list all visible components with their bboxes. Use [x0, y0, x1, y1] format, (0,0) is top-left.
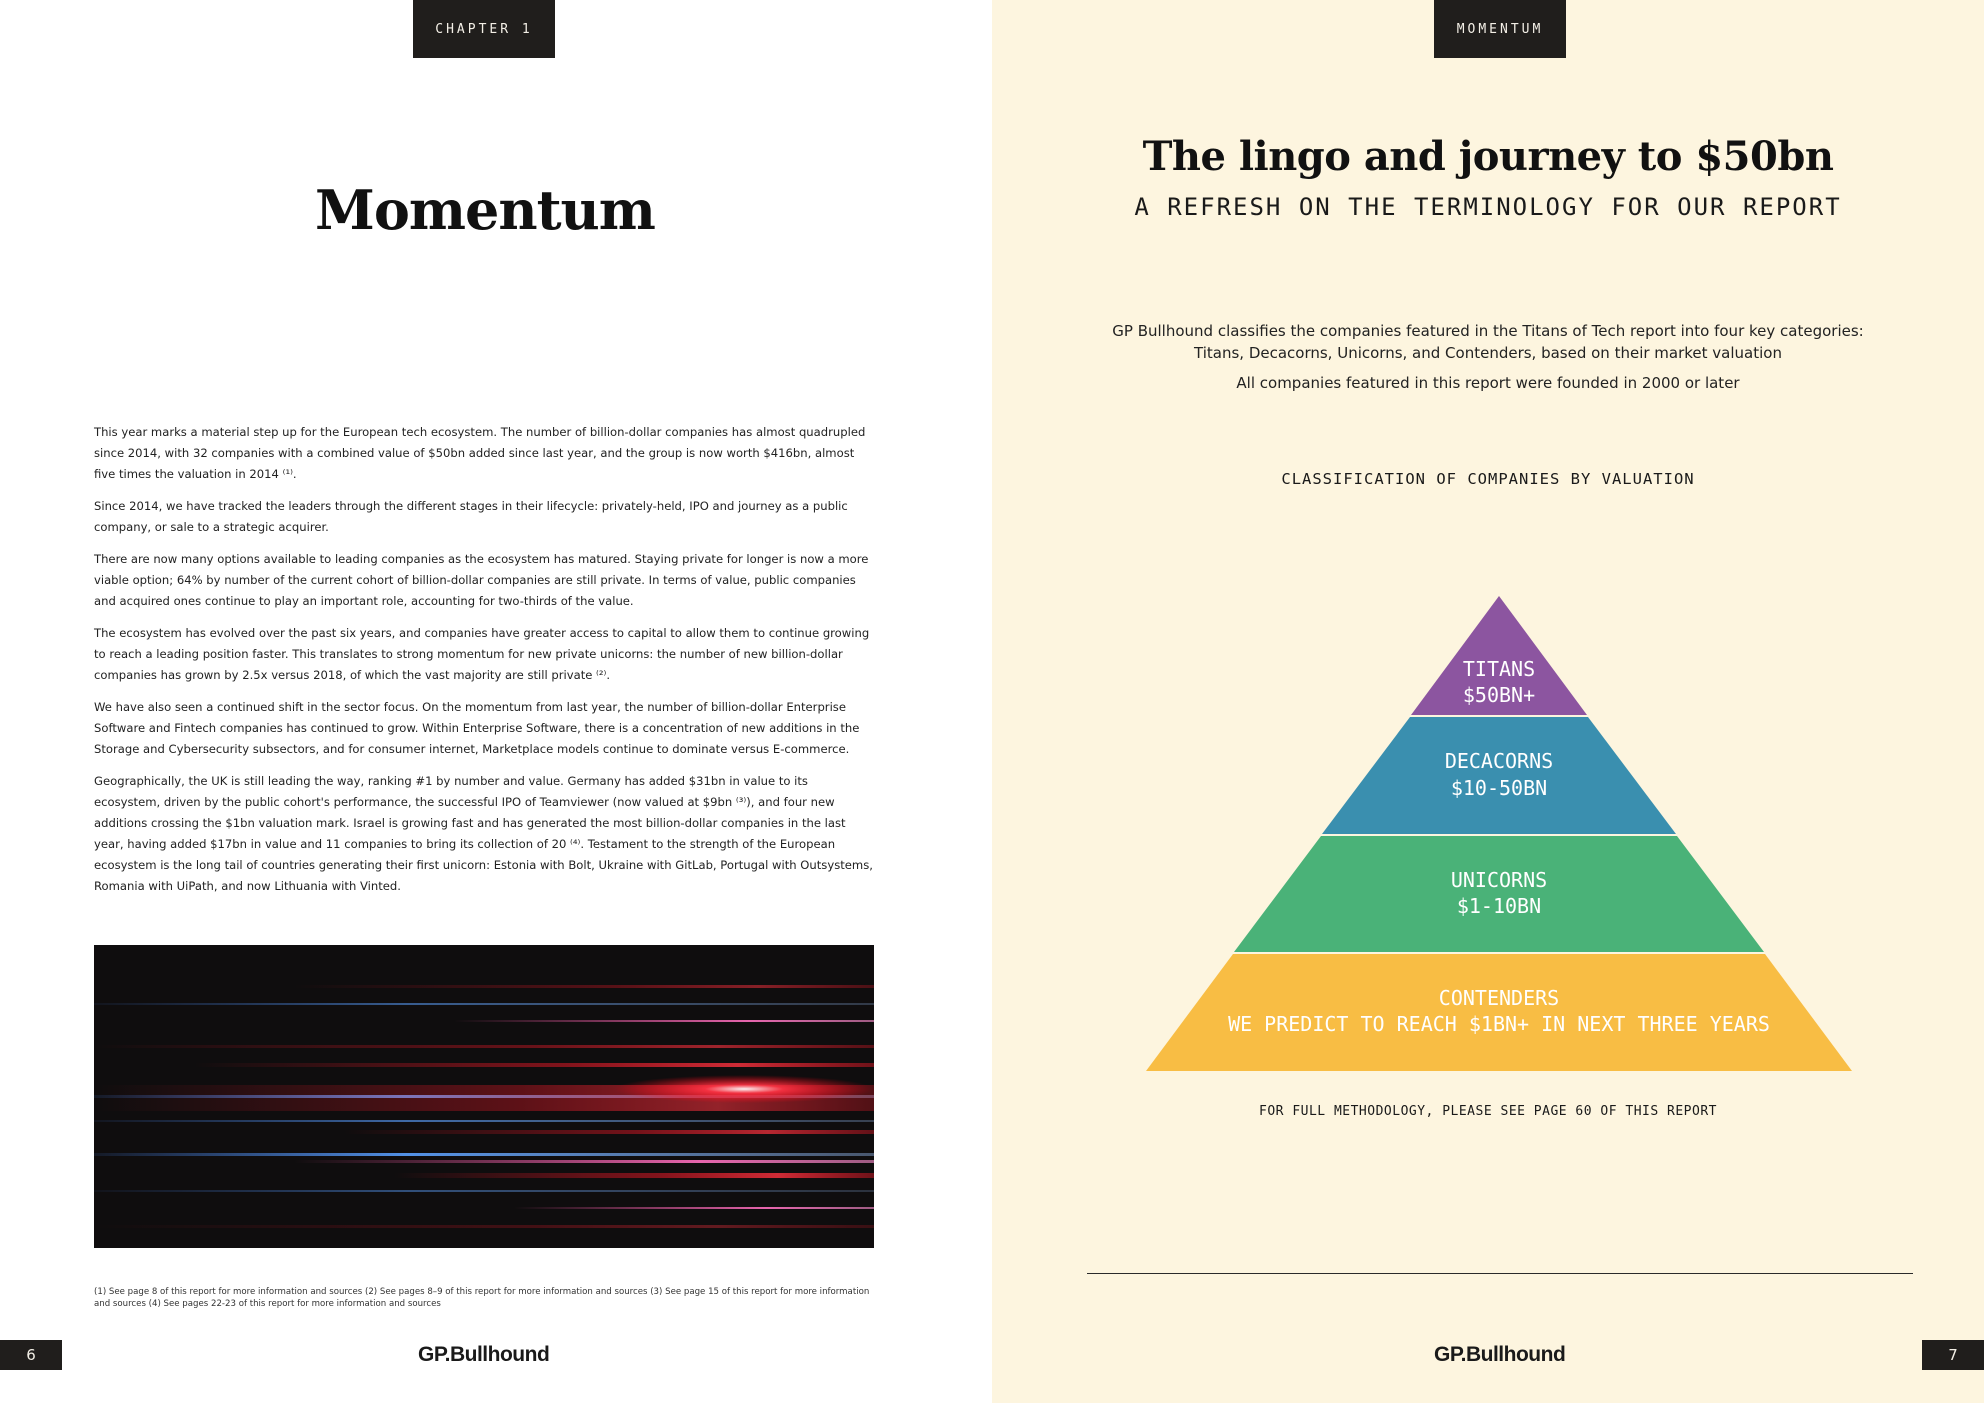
methodology-note: FOR FULL METHODOLOGY, PLEASE SEE PAGE 60 OF THIS REPORT: [1259, 1104, 1717, 1119]
paragraph: Geographically, the UK is still leading the way, ranking #1 by number and value. Germany has added $31bn in value to its ecosystem, driven by the public cohort's performance, the successful IPO of Teamviewer (now valued at $9bn ⁽³⁾), and four new additions crossing the $1bn valuation mark. Israel is growing fast and has generated the most billion-dollar companies in the last year, having added $17bn in value and 11 companies to bring its collection of 20 ⁽⁴⁾. Testament to the strength of the European ecosystem is the long tail of countries generating their first unicorn: Estonia with Bolt, Ukraine with GitLab, Portugal with Outsystems, Romania with UiPath, and now Lithuania with Vinted.: [94, 774, 873, 893]
tier-name: DECACORNS: [1444, 749, 1554, 773]
chart-heading: CLASSIFICATION OF COMPANIES BY VALUATION: [1281, 470, 1695, 488]
tier-name: UNICORNS: [1450, 868, 1548, 892]
paragraph: The ecosystem has evolved over the past six years, and companies have greater access to capital to allow them to continue growing to reach a leading position faster. This translates to strong momentum for new private unicorns: the number of new billion-dollar companies has grown by 2.5x versus 2018, of which the vast majority are still private ⁽²⁾.: [94, 626, 870, 682]
footnote: (1) See page 8 of this report for more information and sources (2) See pages 8–9 of this report for more information and sources (3) See page 15 of this report for more information and sources (4) See pages 22-23 of this report for more information and sources: [94, 1287, 870, 1309]
intro-line: GP Bullhound classifies the companies featured in the Titans of Tech report into four key categories: Titans, Decacorns, Unicorns, and Contenders, based on their market valuation: [1112, 322, 1864, 362]
tier-range: $50BN+: [1462, 683, 1536, 707]
page-subtitle: A REFRESH ON THE TERMINOLOGY FOR OUR REPORT: [1134, 193, 1842, 221]
brand-logo: GP.Bullhound: [418, 1343, 550, 1366]
tier-range: WE PREDICT TO REACH $1BN+ IN NEXT THREE YEARS: [1228, 1012, 1770, 1036]
tier-name: CONTENDERS: [1438, 986, 1560, 1010]
chapter-tab: CHAPTER 1: [413, 0, 555, 58]
page-number: 6: [0, 1340, 62, 1370]
brand-logo: GP.Bullhound: [1434, 1343, 1566, 1366]
tier-range: $10-50BN: [1450, 776, 1548, 800]
paragraph: We have also seen a continued shift in the sector focus. On the momentum from last year, the number of billion-dollar Enterprise Software and Fintech companies has continued to grow. Within Enterprise Software, there is a concentration of new additions in the Storage and Cybersecurity subsectors, and for consumer internet, Marketplace models continue to dominate versus E-commerce.: [94, 700, 860, 756]
right-page: [992, 0, 1984, 1403]
paragraph: Since 2014, we have tracked the leaders through the different stages in their lifecycle: privately-held, IPO and journey as a public company, or sale to a strategic acquirer.: [94, 499, 848, 534]
section-tab: MOMENTUM: [1434, 0, 1566, 58]
divider: [1087, 1273, 1913, 1274]
tier-name: TITANS: [1462, 657, 1536, 681]
paragraph: There are now many options available to leading companies as the ecosystem has matured. Staying private for longer is now a more viable option; 64% by number of the current cohort of billion-dollar companies are still private. In terms of value, public companies and acquired ones continue to play an important role, accounting for two-thirds of the value.: [94, 552, 869, 608]
page-number: 7: [1922, 1340, 1984, 1370]
valuation-pyramid: [992, 0, 1984, 1403]
page-title: The lingo and journey to $50bn: [1142, 133, 1834, 180]
intro-line: All companies featured in this report were founded in 2000 or later: [1236, 374, 1740, 392]
page-title: Momentum: [315, 178, 655, 242]
tier-range: $1-10BN: [1456, 894, 1542, 918]
light-streak-image: [94, 945, 874, 1248]
paragraph: This year marks a material step up for the European tech ecosystem. The number of billion-dollar companies has almost quadrupled since 2014, with 32 companies with a combined value of $50bn added since last year, and the group is now worth $416bn, almost five times the valuation in 2014 ⁽¹⁾.: [94, 425, 866, 481]
body-text: [94, 422, 876, 908]
